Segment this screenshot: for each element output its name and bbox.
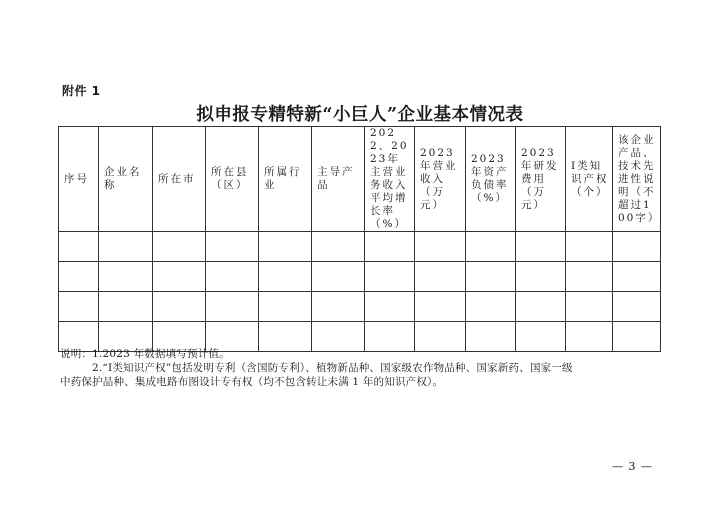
table-cell[interactable] bbox=[206, 292, 259, 322]
enterprise-info-table bbox=[58, 126, 661, 352]
table-cell[interactable] bbox=[312, 262, 365, 292]
table-cell[interactable] bbox=[99, 232, 153, 262]
table-cell[interactable] bbox=[466, 292, 516, 322]
table-cell[interactable] bbox=[516, 262, 566, 292]
table-cell[interactable] bbox=[566, 262, 613, 292]
table-cell[interactable] bbox=[259, 232, 312, 262]
table-cell[interactable] bbox=[415, 292, 466, 322]
table-cell[interactable] bbox=[59, 232, 99, 262]
table-cell[interactable] bbox=[206, 232, 259, 262]
table-cell[interactable] bbox=[516, 232, 566, 262]
table-cell[interactable] bbox=[415, 262, 466, 292]
table-cell[interactable] bbox=[312, 232, 365, 262]
column-header-ip-count: I类知识产权（个） bbox=[566, 127, 613, 232]
column-header-main-product: 主导产品 bbox=[312, 127, 365, 232]
table-cell[interactable] bbox=[99, 262, 153, 292]
note-line-1: 说明：1.2023 年数据填写预计值。 bbox=[60, 348, 230, 360]
table-cell[interactable] bbox=[59, 292, 99, 322]
table-notes bbox=[60, 347, 670, 389]
column-header-index: 序号 bbox=[59, 127, 99, 232]
table-cell[interactable] bbox=[59, 262, 99, 292]
table-cell[interactable] bbox=[153, 292, 206, 322]
table-cell[interactable] bbox=[365, 232, 415, 262]
table-cell[interactable] bbox=[415, 232, 466, 262]
column-header-debt-ratio: 2023年资产负债率（%） bbox=[466, 127, 516, 232]
table-cell[interactable] bbox=[365, 292, 415, 322]
column-header-company-name: 企业名称 bbox=[99, 127, 153, 232]
table-cell[interactable] bbox=[466, 232, 516, 262]
page-title: 拟申报专精特新“小巨人”企业基本情况表 bbox=[196, 105, 524, 125]
table-row bbox=[59, 232, 661, 262]
table-cell[interactable] bbox=[259, 292, 312, 322]
table-cell[interactable] bbox=[259, 262, 312, 292]
column-header-tech-description: 该企业产品、技术先进性说明（不超过100字） bbox=[613, 127, 661, 232]
page-number: — 3 — bbox=[612, 460, 653, 473]
table-cell[interactable] bbox=[365, 262, 415, 292]
table-cell[interactable] bbox=[99, 292, 153, 322]
table-cell[interactable] bbox=[566, 292, 613, 322]
column-header-revenue-growth: 2022、2023年主营业务收入平均增长率（%） bbox=[365, 127, 415, 232]
table-row bbox=[59, 262, 661, 292]
table-cell[interactable] bbox=[613, 232, 661, 262]
table-row bbox=[59, 292, 661, 322]
table-cell[interactable] bbox=[466, 262, 516, 292]
table-cell[interactable] bbox=[613, 262, 661, 292]
column-header-revenue-2023: 2023年营业收入（万元） bbox=[415, 127, 466, 232]
table-cell[interactable] bbox=[613, 292, 661, 322]
attachment-label: 附件 1 bbox=[62, 84, 101, 98]
table-cell[interactable] bbox=[206, 262, 259, 292]
table-cell[interactable] bbox=[516, 292, 566, 322]
table-cell[interactable] bbox=[312, 292, 365, 322]
column-header-industry: 所属行业 bbox=[259, 127, 312, 232]
note-line-2: 2.“I类知识产权”包括发明专利（含国防专利）、植物新品种、国家级农作物品种、国家新药、国家一级 bbox=[92, 362, 573, 374]
table-cell[interactable] bbox=[153, 262, 206, 292]
table-cell[interactable] bbox=[566, 232, 613, 262]
column-header-rd-expense: 2023年研发费用（万元） bbox=[516, 127, 566, 232]
note-line-3: 中药保护品种、集成电路布图设计专有权（均不包含转让未满 1 年的知识产权）。 bbox=[60, 376, 444, 388]
column-header-county: 所在县（区） bbox=[206, 127, 259, 232]
table-header-row bbox=[59, 127, 661, 232]
table-cell[interactable] bbox=[153, 232, 206, 262]
column-header-city: 所在市 bbox=[153, 127, 206, 232]
